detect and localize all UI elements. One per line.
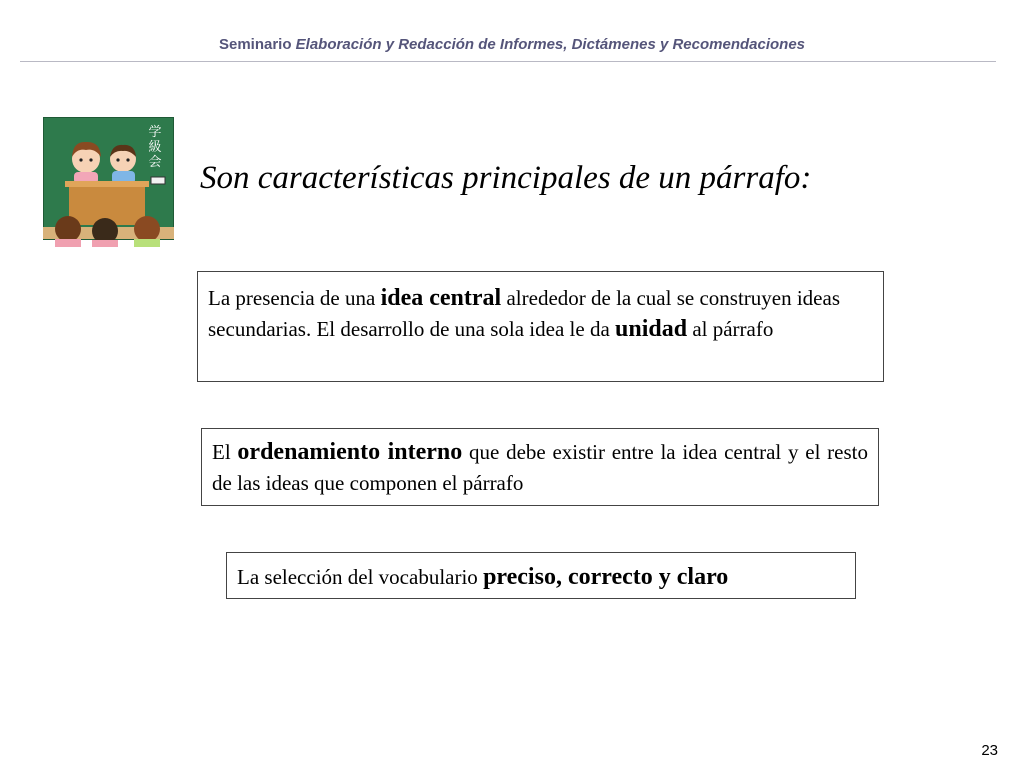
characteristic-box-vocabulary [226, 552, 856, 599]
characteristic-box-internal-order [201, 428, 879, 506]
header-divider [20, 61, 996, 62]
header-seminar-title: Elaboración y Redacción de Informes, Dictámenes y Recomendaciones [295, 36, 806, 53]
board-char-3: 会 [148, 155, 162, 170]
classroom-illustration-icon [43, 117, 174, 247]
slide-title: Son características principales de un párrafo: [200, 160, 812, 196]
box1-bold-idea-central: idea central [380, 285, 502, 311]
slide-header [0, 36, 1024, 53]
header-seminar-label: Seminario [218, 36, 292, 53]
box3-bold-vocabulario: preciso, correcto y claro [483, 564, 729, 590]
box1-text-3: al párrafo [687, 317, 774, 341]
box1-bold-unidad: unidad [615, 316, 688, 342]
box2-text-2: que debe existir entre la idea central y el resto de las ideas que componen el párrafo [212, 440, 868, 495]
box3-text-1: La selección del vocabulario [237, 565, 484, 589]
box2-bold-ordenamiento: ordenamiento interno [237, 439, 463, 465]
page-number: 23 [981, 742, 998, 759]
box1-text-1: La presencia de una [208, 286, 381, 310]
box1-text-2: alrededor de la cual se construyen ideas secundarias. El desarrollo de una sola idea le da [208, 286, 840, 341]
board-char-1: 学 [148, 125, 162, 140]
board-char-2: 級 [148, 140, 162, 155]
box2-text-1: El [212, 440, 238, 464]
characteristic-box-central-idea [197, 271, 884, 382]
